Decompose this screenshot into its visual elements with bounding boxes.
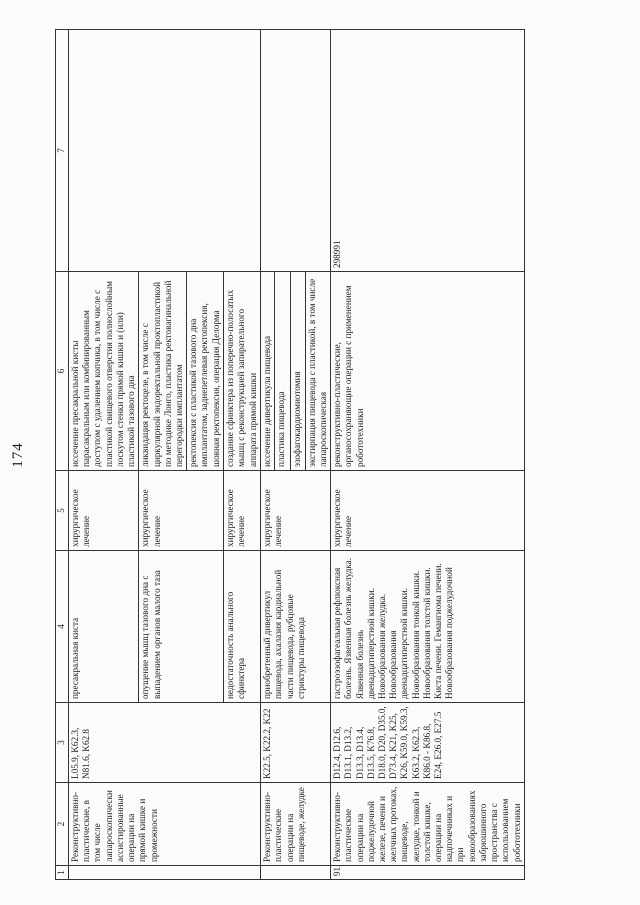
row-number-cell xyxy=(69,866,261,880)
method-description-cell: ликвидация ректоцеле, в том числе с циркулярной эндоректальной проктопластикой по методике Лонго, пластика ректовагинальной перегородки имплантатом xyxy=(139,272,187,471)
treatment-type-cell: хирургическое лечение xyxy=(69,471,139,551)
procedures-table xyxy=(55,29,525,880)
model-cell: гастроэзофагеальная рефлюксная болезнь. Язвенная болезнь желудка. Язвенная болезнь двенадцатиперстной кишки. Новообразования желудка. Новообразования двенадцатиперстной кишки. Новообразования тонкой кишки. Новообразования толстой кишки. Киста печени. Гемангиома печени. Новообразования поджелудочной xyxy=(331,551,525,703)
row-number-cell xyxy=(261,866,331,880)
method-description-cell: экстирпация пищевода с пластикой, в том числе лапароскопическая xyxy=(305,272,330,471)
icd-codes-cell: K22.5, K22.2, K22 xyxy=(261,703,331,783)
cost-cell xyxy=(69,30,261,272)
method-description-cell: реконструктивно-пластические, органосохраняющие операции с применением робототехники xyxy=(331,272,525,471)
header-cell: 7 xyxy=(56,30,69,272)
icd-codes-cell: L05.9, K62.3, N81.6, K62.8 xyxy=(69,703,261,783)
model-cell: опущение мышц тазового дна с выпадением органов малого таза xyxy=(139,551,224,703)
header-row xyxy=(56,30,69,880)
rotated-page xyxy=(10,30,625,880)
method-description-cell: создание сфинктера из поперечно-полосатых мышц с реконструкцией запирательного аппарата прямой кишки xyxy=(224,272,261,471)
cost-cell xyxy=(261,30,331,272)
model-cell: приобретенный дивертикул пищевода, ахалазия кардиальной части пищевода, рубцовые стриктуры пищевода xyxy=(261,551,331,703)
method-description-cell: ректопексия с пластикой тазового дна имплантатом, заднепетлевая ректопексия, шовная ректопексия, операция Делорма xyxy=(187,272,224,471)
header-cell: 2 xyxy=(56,783,69,866)
header-cell: 5 xyxy=(56,471,69,551)
table-row xyxy=(331,30,525,880)
table-row xyxy=(261,30,275,880)
row-number-cell: 91. xyxy=(331,866,525,880)
method-description-cell: иссечение дивертикула пищевода xyxy=(261,272,275,471)
treatment-type-cell: хирургическое лечение xyxy=(261,471,331,551)
header-cell: 3 xyxy=(56,703,69,783)
icd-codes-cell: D12.4, D12.6, D13.1, D13.2, D13.3, D13.4, D13.5, K76.8, D18.0, D20, D35.0, D73.4, K21, K25, K26, K59.0, K59.3, K63.2, K62.3, K86.0 - K86.8, E24, E26.0, E27.5 xyxy=(331,703,525,783)
method-cell: Реконструктивно-пластические, в том числе лапароскопически ассистированные операции на прямой кишке и промежности xyxy=(69,783,261,866)
page-number: 174 xyxy=(10,442,26,468)
header-cell: 6 xyxy=(56,272,69,471)
model-cell: пресакральная киста xyxy=(69,551,139,703)
method-cell: Реконструктивно-пластические операции на поджелудочной железе, печени и желчных протоках, пищеводе, желудке, тонкой и толстой кишке, операции на надпочечниках и при новообразованиях забрюшинного пространства с использованием робототехники xyxy=(331,783,525,866)
method-description-cell: эзофагокардиомиотомия xyxy=(291,272,305,471)
method-description-cell: иссечение пресакральной кисты парасакральным или комбинированным доступом с удалением копчика, в том числе с пластикой свищевого отверстия полнослойным лоскутом стенки прямой кишки и (или) пластикой тазового дна xyxy=(69,272,139,471)
method-description-cell: пластика пищевода xyxy=(275,272,291,471)
header-cell: 1 xyxy=(56,866,69,880)
model-cell: недостаточность анального сфинктера xyxy=(224,551,261,703)
treatment-type-cell: хирургическое лечение xyxy=(224,471,261,551)
cost-cell: 298991 xyxy=(331,30,525,272)
header-cell: 4 xyxy=(56,551,69,703)
table-row xyxy=(69,30,139,880)
treatment-type-cell: хирургическое лечение xyxy=(331,471,525,551)
method-cell: Реконструктивно-пластические операции на пищеводе, желудке xyxy=(261,783,331,866)
treatment-type-cell: хирургическое лечение xyxy=(139,471,224,551)
